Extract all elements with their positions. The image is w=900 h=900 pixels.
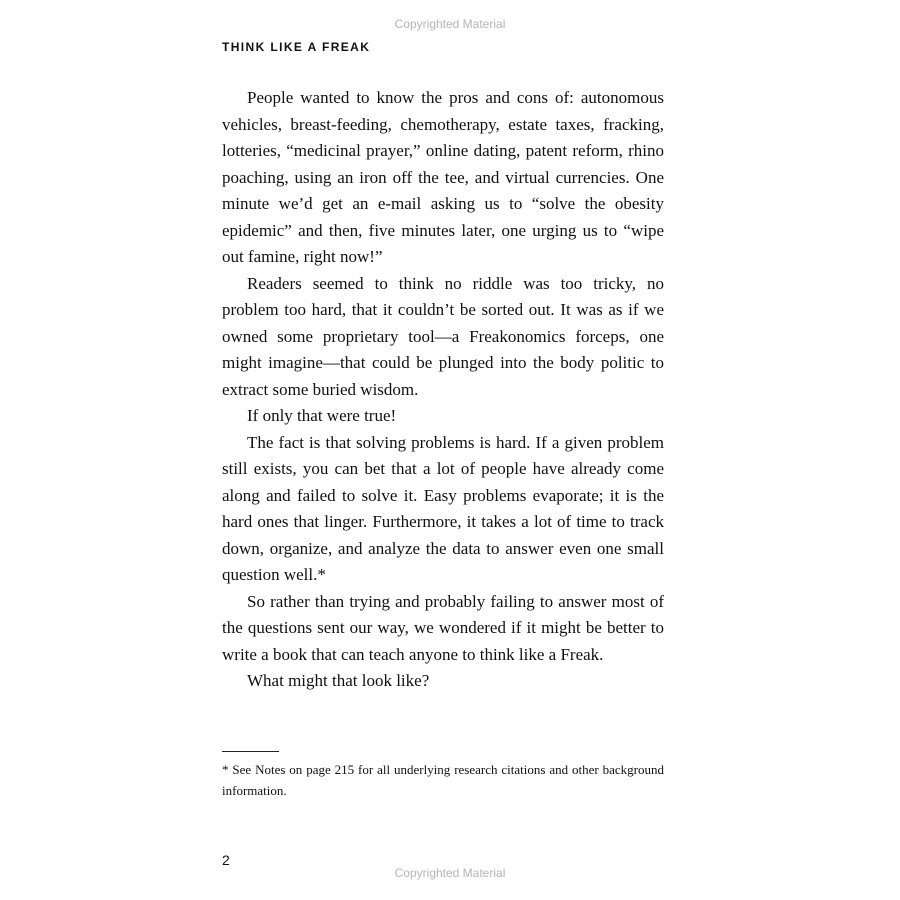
paragraph: What might that look like? xyxy=(247,671,430,690)
paragraph: If only that were true! xyxy=(247,406,397,425)
footnote: * See Notes on page 215 for all underlying research citations and other background information. xyxy=(222,762,664,798)
paragraph: So rather than trying and probably failing to answer most of the questions sent our way, we wondered if it might be better to write a book that can teach anyone to think like a Freak. xyxy=(222,591,664,664)
watermark-bottom: Copyrighted Material xyxy=(394,866,506,880)
footnote-rule xyxy=(222,751,279,752)
watermark-top: Copyrighted Material xyxy=(394,17,506,31)
paragraph: People wanted to know the pros and cons of: autonomous vehicles, breast-feeding, chemotherapy, estate taxes, fracking, lotteries, “medicinal prayer,” online dating, patent reform, rhino poaching, using an iron off the tee, and virtual currencies. One minute we’d get an e-mail asking us to “solve the obesity epidemic” and then, five minutes later, one urging us to “wipe out famine, right now!” xyxy=(222,88,664,266)
body-text xyxy=(222,85,664,695)
running-head: THINK LIKE A FREAK xyxy=(222,40,371,54)
paragraph: Readers seemed to think no riddle was too tricky, no problem too hard, that it couldn’t be sorted out. It was as if we owned some proprietary tool—a Freakonomics forceps, one might imagine—that could be plunged into the body politic to extract some buried wisdom. xyxy=(222,273,664,399)
paragraph: The fact is that solving problems is hard. If a given problem still exists, you can bet that a lot of people have already come along and failed to solve it. Easy problems evaporate; it is the hard ones that linger. Furthermore, it takes a lot of time to track down, organize, and analyze the data to answer even one small question well.* xyxy=(222,432,664,584)
page-number: 2 xyxy=(222,852,230,868)
